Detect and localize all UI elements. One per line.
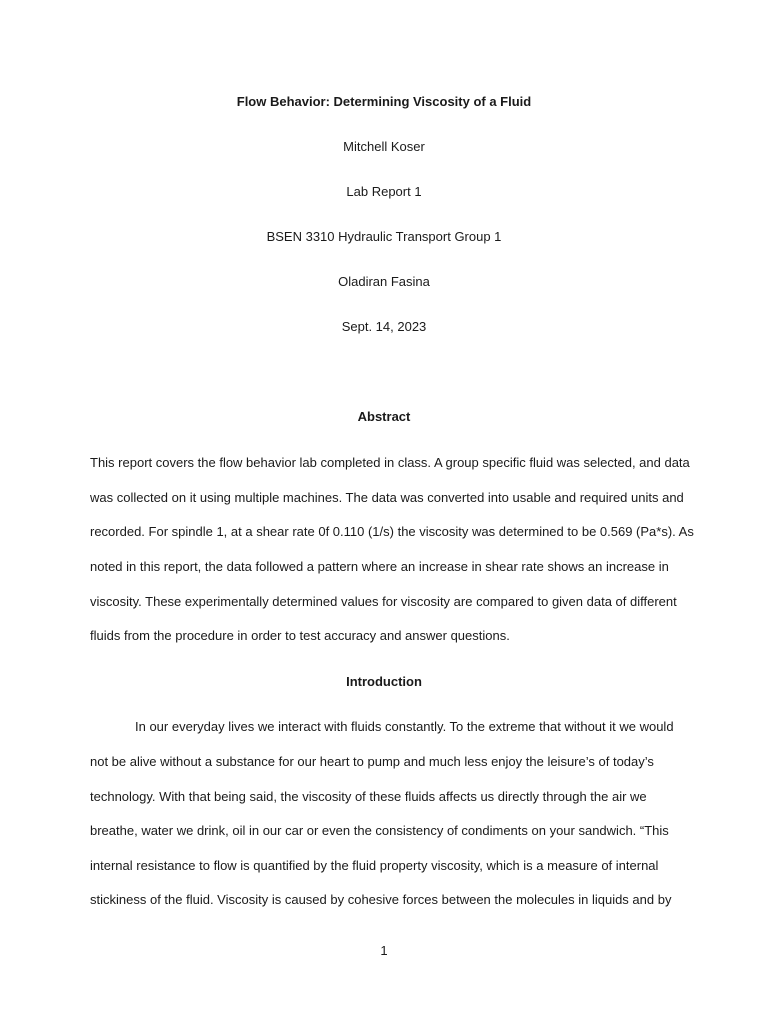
abstract-line: fluids from the procedure in order to test accuracy and answer questions. xyxy=(90,628,510,643)
abstract-line: This report covers the flow behavior lab completed in class. A group specific fluid was selected, and data xyxy=(90,455,690,470)
introduction-line: In our everyday lives we interact with fluids constantly. To the extreme that without it we would xyxy=(135,719,674,734)
page-number: 1 xyxy=(380,943,388,958)
introduction-line: not be alive without a substance for our heart to pump and much less enjoy the leisure’s of today’s xyxy=(90,754,654,769)
report-label: Lab Report 1 xyxy=(346,184,422,199)
introduction-line: technology. With that being said, the viscosity of these fluids affects us directly through the air we xyxy=(90,789,647,804)
report-date: Sept. 14, 2023 xyxy=(341,319,427,334)
introduction-line: internal resistance to flow is quantified by the fluid property viscosity, which is a measure of internal xyxy=(90,858,659,873)
abstract-line: viscosity. These experimentally determined values for viscosity are compared to given data of different xyxy=(90,594,677,609)
author-name: Mitchell Koser xyxy=(343,139,425,154)
abstract-heading: Abstract xyxy=(357,409,411,424)
introduction-heading: Introduction xyxy=(346,674,422,689)
document-title: Flow Behavior: Determining Viscosity of a Fluid xyxy=(236,94,532,109)
abstract-line: recorded. For spindle 1, at a shear rate 0f 0.110 (1/s) the viscosity was determined to be 0.569 (Pa*s). As xyxy=(90,524,694,539)
introduction-line: breathe, water we drink, oil in our car or even the consistency of condiments on your sandwich. “This xyxy=(90,823,669,838)
instructor-name: Oladiran Fasina xyxy=(338,274,430,289)
abstract-line: was collected on it using multiple machines. The data was converted into usable and required units and xyxy=(90,490,684,505)
abstract-line: noted in this report, the data followed a pattern where an increase in shear rate shows an increase in xyxy=(90,559,669,574)
introduction-line: stickiness of the fluid. Viscosity is caused by cohesive forces between the molecules in liquids and by xyxy=(90,892,672,907)
course-name: BSEN 3310 Hydraulic Transport Group 1 xyxy=(266,229,502,244)
